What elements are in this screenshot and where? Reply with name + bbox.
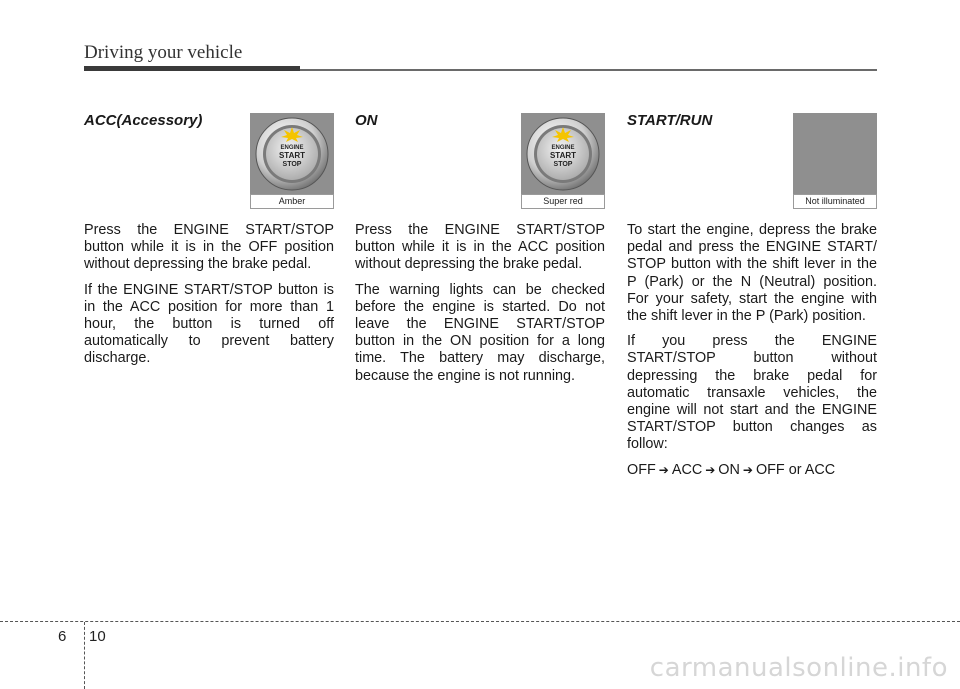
arrow-right-icon: ➔	[705, 462, 716, 477]
header-rule-thin	[300, 69, 877, 71]
header-rule-thick	[84, 66, 300, 71]
arrow-right-icon: ➔	[658, 462, 669, 477]
button-label-engine: ENGINE	[280, 145, 304, 151]
engine-button-figure-on	[521, 113, 605, 209]
sequence-step: ON	[718, 461, 740, 478]
footer-rule	[0, 621, 960, 622]
figure-caption: Super red	[521, 194, 605, 209]
section-body	[355, 222, 605, 385]
chapter-number: 6	[58, 628, 67, 645]
figure-caption: Not illuminated	[793, 194, 877, 209]
sequence-step: OFF or ACC	[755, 461, 836, 478]
arrow-right-icon: ➔	[742, 462, 753, 477]
sequence-step: OFF	[627, 461, 656, 478]
button-label-engine: ENGINE	[551, 145, 575, 151]
watermark: carmanualsonline.info	[649, 653, 948, 683]
paragraph: The warning lights can be checked before the engine is started. Do not leave the ENGINE START/STOP button in the ON position for a long time. The battery may discharge, because the engine is not running.	[355, 281, 605, 384]
paragraph: Press the ENGINE START/STOP button while it is in the OFF position without depressing the brake pedal.	[84, 222, 334, 273]
footer-vertical-rule	[84, 622, 85, 689]
sequence-step: ACC	[671, 461, 703, 478]
button-label-stop: STOP	[553, 161, 573, 168]
engine-start-button-icon	[250, 113, 334, 195]
button-label-stop: STOP	[282, 161, 302, 168]
paragraph: If the ENGINE START/STOP button is in the ACC position for more than 1 hour, the button is turned off automatically to prevent battery discharge.	[84, 281, 334, 367]
section-body	[627, 222, 877, 479]
paragraph: To start the engine, depress the brake pedal and press the ENGINE START/ STOP button with the shift lever in the P (Park) or the N (Neutral) position. For your safety, start the engine with the shift lever in the P (Park) position.	[627, 222, 877, 325]
button-label-start: START	[278, 151, 306, 160]
paragraph: Press the ENGINE START/STOP button while it is in the ACC position without depressing the brake pedal.	[355, 222, 605, 273]
section-title: START/RUN	[627, 112, 713, 129]
section-title: ACC(Accessory)	[84, 112, 203, 129]
engine-button-figure-acc	[250, 113, 334, 209]
blank-figure-start-run	[793, 113, 877, 209]
section-start-run	[627, 108, 877, 487]
section-body	[84, 222, 334, 368]
button-state-sequence	[627, 462, 877, 479]
paragraph: If you press the ENGINE START/STOP button without depressing the brake pedal for automatic transaxle vehicles, the engine will not start and the ENGINE START/STOP button changes as follow:	[627, 333, 877, 453]
figure-caption: Amber	[250, 194, 334, 209]
button-label-start: START	[549, 151, 577, 160]
section-title: ON	[355, 112, 378, 129]
section-acc	[84, 108, 334, 376]
section-on	[355, 108, 605, 393]
page-title: Driving your vehicle	[84, 42, 243, 63]
engine-start-button-icon	[521, 113, 605, 195]
page-number: 10	[89, 628, 106, 645]
